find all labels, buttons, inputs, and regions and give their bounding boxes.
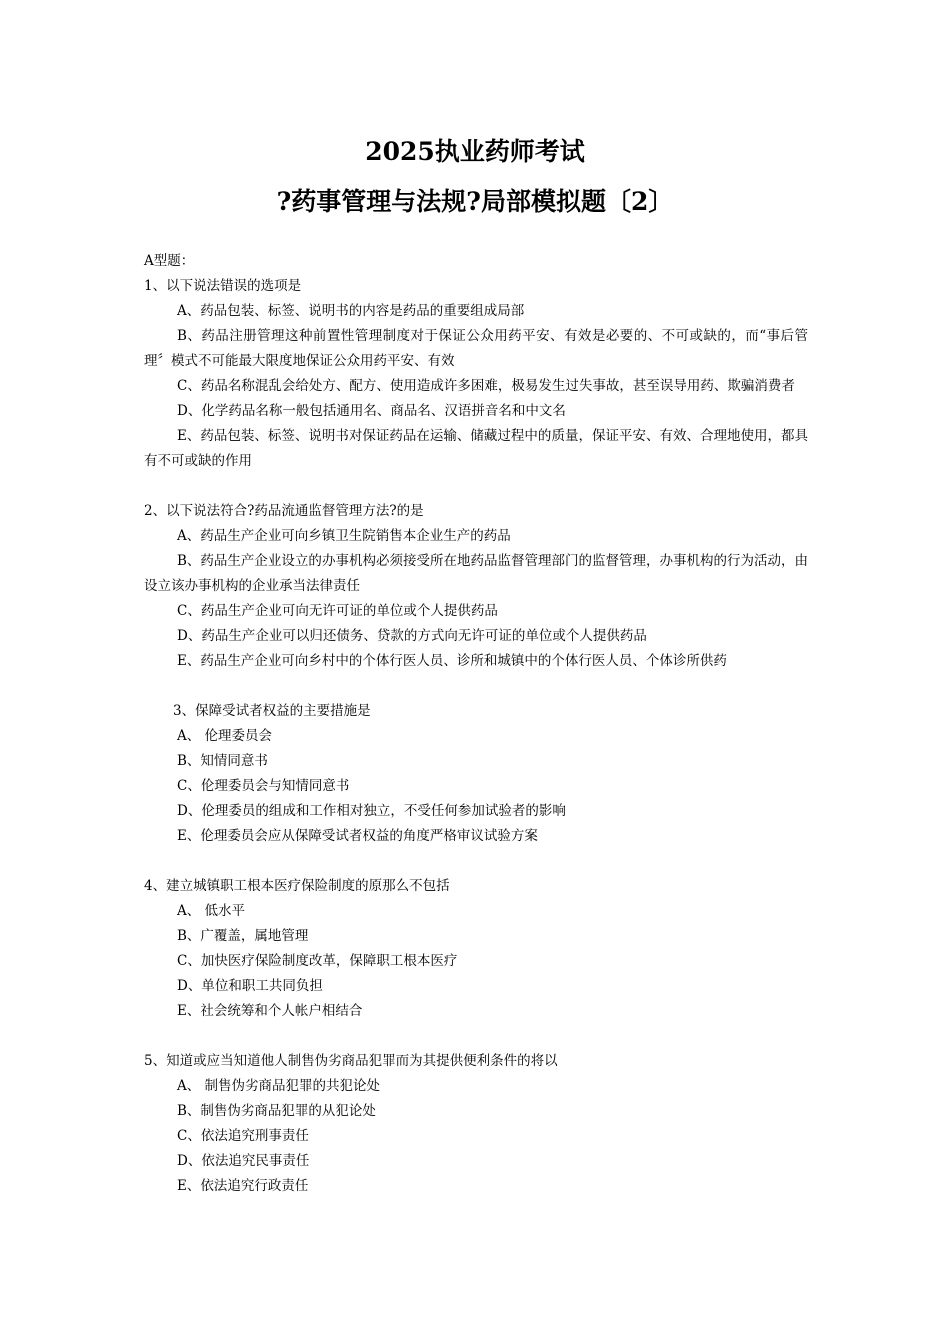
option-a: A、 伦理委员会: [177, 728, 273, 744]
question-stem: 5、知道或应当知道他人制售伪劣商品犯罪而为其提供便利条件的将以: [144, 1053, 558, 1069]
question-5: [144, 1049, 808, 1199]
option-b: B、药品生产企业设立的办事机构必须接受所在地药品监督管理部门的监督管理，办事机构的行为活动，由设立该办事机构的企业承当法律责任: [144, 553, 808, 594]
option-a: A、药品包装、标签、说明书的内容是药品的重要组成局部: [177, 303, 525, 319]
option-c: C、伦理委员会与知情同意书: [177, 778, 350, 794]
spacer: [144, 849, 808, 874]
option-b: B、制售伪劣商品犯罪的从犯论处: [177, 1103, 376, 1119]
option-b: B、知情同意书: [177, 753, 268, 769]
option-c: C、药品名称混乱会给处方、配方、使用造成许多困难，极易发生过失事故，甚至误导用药、欺骗消费者: [177, 378, 795, 394]
option-b: B、药品注册管理这种前置性管理制度对于保证公众用药平安、有效是必要的、不可或缺的，而“事后管理〞模式不可能最大限度地保证公众用药平安、有效: [144, 328, 808, 369]
spacer: [144, 474, 808, 499]
option-c: C、药品生产企业可向无许可证的单位或个人提供药品: [177, 603, 498, 619]
option-e: E、社会统筹和个人帐户相结合: [177, 1003, 363, 1019]
option-d: D、依法追究民事责任: [177, 1153, 310, 1169]
option-d: D、药品生产企业可以归还债务、贷款的方式向无许可证的单位或个人提供药品: [177, 628, 647, 644]
question-1: [144, 274, 808, 474]
spacer: [144, 1024, 808, 1049]
option-e: E、药品生产企业可向乡村中的个体行医人员、诊所和城镇中的个体行医人员、个体诊所供药: [177, 653, 727, 669]
option-e: E、药品包装、标签、说明书对保证药品在运输、储藏过程中的质量，保证平安、有效、合理地使用，都具有不可或缺的作用: [144, 428, 808, 469]
option-a: A、药品生产企业可向乡镇卫生院销售本企业生产的药品: [177, 528, 511, 544]
option-c: C、加快医疗保险制度改革，保障职工根本医疗: [177, 953, 458, 969]
document-title: 2025执业药师考试: [365, 137, 585, 166]
option-d: D、伦理委员的组成和工作相对独立，不受任何参加试验者的影响: [177, 803, 566, 819]
option-e: E、伦理委员会应从保障受试者权益的角度严格审议试验方案: [177, 828, 538, 844]
section-label: A型题：: [144, 253, 195, 269]
question-3: [144, 699, 808, 849]
document-body: [144, 249, 808, 1199]
option-d: D、化学药品名称一般包括通用名、商品名、汉语拼音名和中文名: [177, 403, 566, 419]
option-e: E、依法追究行政责任: [177, 1178, 309, 1194]
option-d: D、单位和职工共同负担: [177, 978, 323, 994]
question-stem: 2、以下说法符合?药品流通监督管理方法?的是: [144, 503, 424, 519]
question-stem: 3、保障受试者权益的主要措施是: [173, 703, 371, 719]
option-a: A、 制售伪劣商品犯罪的共犯论处: [177, 1078, 381, 1094]
option-a: A、 低水平: [177, 903, 246, 919]
question-stem: 4、建立城镇职工根本医疗保险制度的原那么不包括: [144, 878, 450, 894]
question-4: [144, 874, 808, 1024]
question-2: [144, 499, 808, 674]
option-c: C、依法追究刑事责任: [177, 1128, 309, 1144]
option-b: B、广覆盖，属地管理: [177, 928, 309, 944]
question-stem: 1、以下说法错误的选项是: [144, 278, 302, 294]
spacer: [144, 674, 808, 699]
document-subtitle: ?药事管理与法规?局部模拟题〔2〕: [276, 187, 674, 216]
